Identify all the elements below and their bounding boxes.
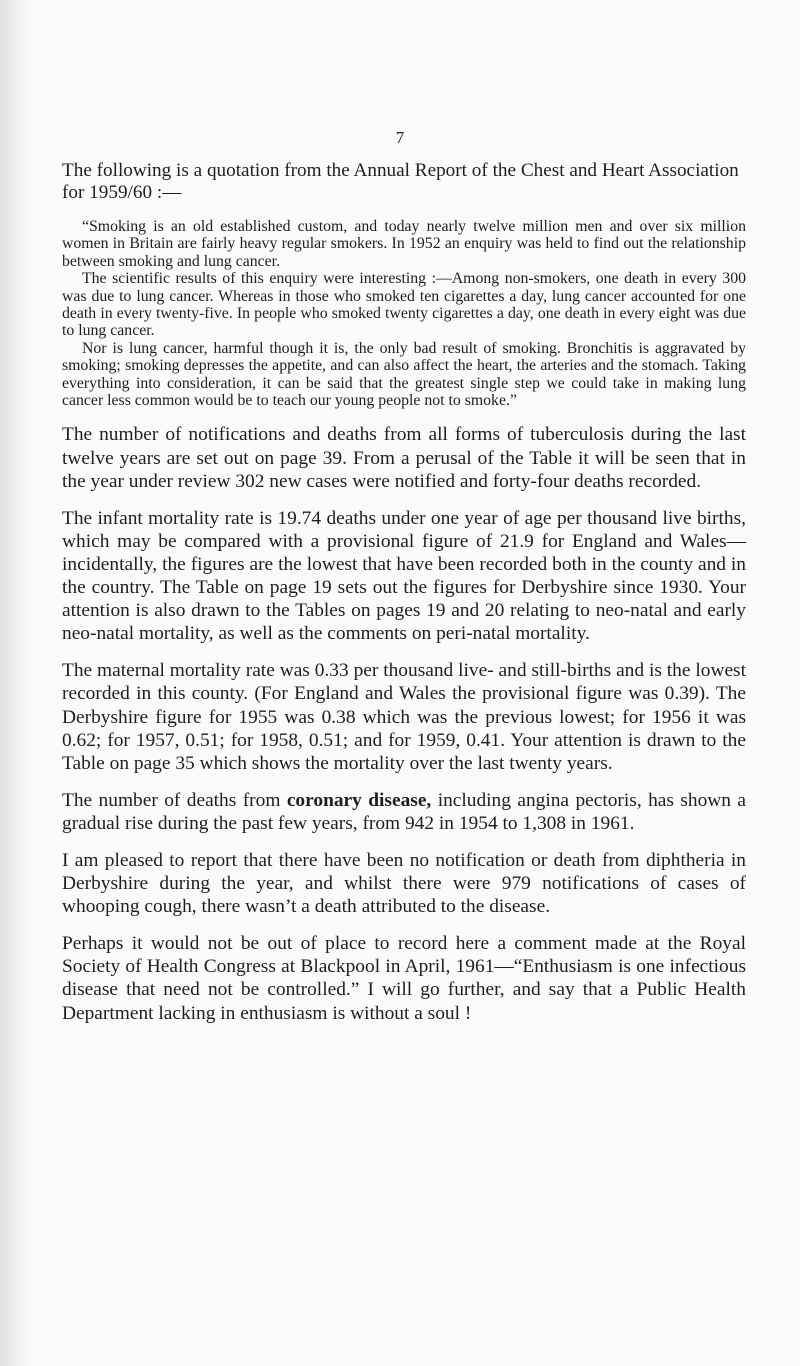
coronary-disease-paragraph [62, 789, 746, 835]
quotation-block [62, 218, 746, 409]
intro-paragraph: The following is a quotation from the Annual Report of the Chest and Heart Association for 1959/60 :— [62, 160, 739, 203]
body-text [62, 423, 746, 1024]
tuberculosis-paragraph: The number of notifications and deaths from all forms of tuberculosis during the last twelve years are set out on page 39. From a perusal of the Table it will be seen that in the year under review 302 new cases were notified and forty-four deaths recorded. [62, 424, 746, 492]
page-number: 7 [395, 128, 405, 147]
quote-paragraph-1: “Smoking is an old established custom, and today nearly twelve million men and over six million women in Britain are fairly heavy regular smokers. In 1952 an enquiry was held to find out the relationship between smoking and lung cancer. [62, 218, 746, 270]
diphtheria-paragraph: I am pleased to report that there have been no notification or death from diphtheria in Derbyshire during the year, and whilst there were 979 notifications of cases of whooping cough, there wasn’t a death attributed to the disease. [62, 849, 746, 918]
coronary-text-start: The number of deaths from [62, 789, 287, 811]
coronary-bold-term: coronary disease, [286, 789, 432, 811]
quote-paragraph-2: The scientific results of this enquiry were interesting :—Among non-smokers, one death in every 300 was due to lung cancer. Whereas in those who smoked ten cigarettes a day, lung cancer accounted for one death in every twenty-five. In people who smoked twenty cigarettes a day, one death in every eight was due to lung cancer. [62, 270, 746, 340]
coronary-text-end: including angina pectoris, has shown a gradual rise during the past few years, from 942 in 1954 to 1,308 in 1961. [62, 789, 746, 834]
page-content [62, 160, 746, 1039]
page-edge-shadow [0, 0, 30, 1366]
enthusiasm-paragraph: Perhaps it would not be out of place to record here a comment made at the Royal Society of Health Congress at Blackpool in April, 1961—“Enthusiasm is one infectious disease that need not be controlled.” I will go further, and say that a Public Health Department lacking in enthusiasm is without a soul ! [62, 933, 746, 1024]
maternal-mortality-paragraph: The maternal mortality rate was 0.33 per thousand live- and still-births and is the lowest recorded in this county. (For England and Wales the provisional figure was 0.39). The Derbyshire figure for 1955 was 0.38 which was the previous lowest; for 1956 it was 0.62; for 1957, 0.51; for 1958, 0.51; and for 1959, 0.41. Your attention is drawn to the Table on page 35 which shows the mortality over the last twenty years. [62, 660, 746, 774]
quote-paragraph-3: Nor is lung cancer, harmful though it is, the only bad result of smoking. Bronchitis is aggravated by smoking; smoking depresses the appetite, and can also affect the heart, the arteries and the stomach. Taking everything into consideration, it can be said that the greatest single step we could take in making lung cancer less common would be to teach our young people not to smoke.” [62, 339, 746, 410]
infant-mortality-paragraph: The infant mortality rate is 19.74 deaths under one year of age per thousand live births, which may be compared with a provisional figure of 21.9 for England and Wales—incidentally, the figures are the lowest that have been recorded both in the county and in the country. The Table on page 19 sets out the figures for Derbyshire since 1930. Your attention is also drawn to the Tables on pages 19 and 20 relating to neo-natal and early neo-natal mortality, as well as the comments on peri-natal mortality. [62, 507, 746, 645]
